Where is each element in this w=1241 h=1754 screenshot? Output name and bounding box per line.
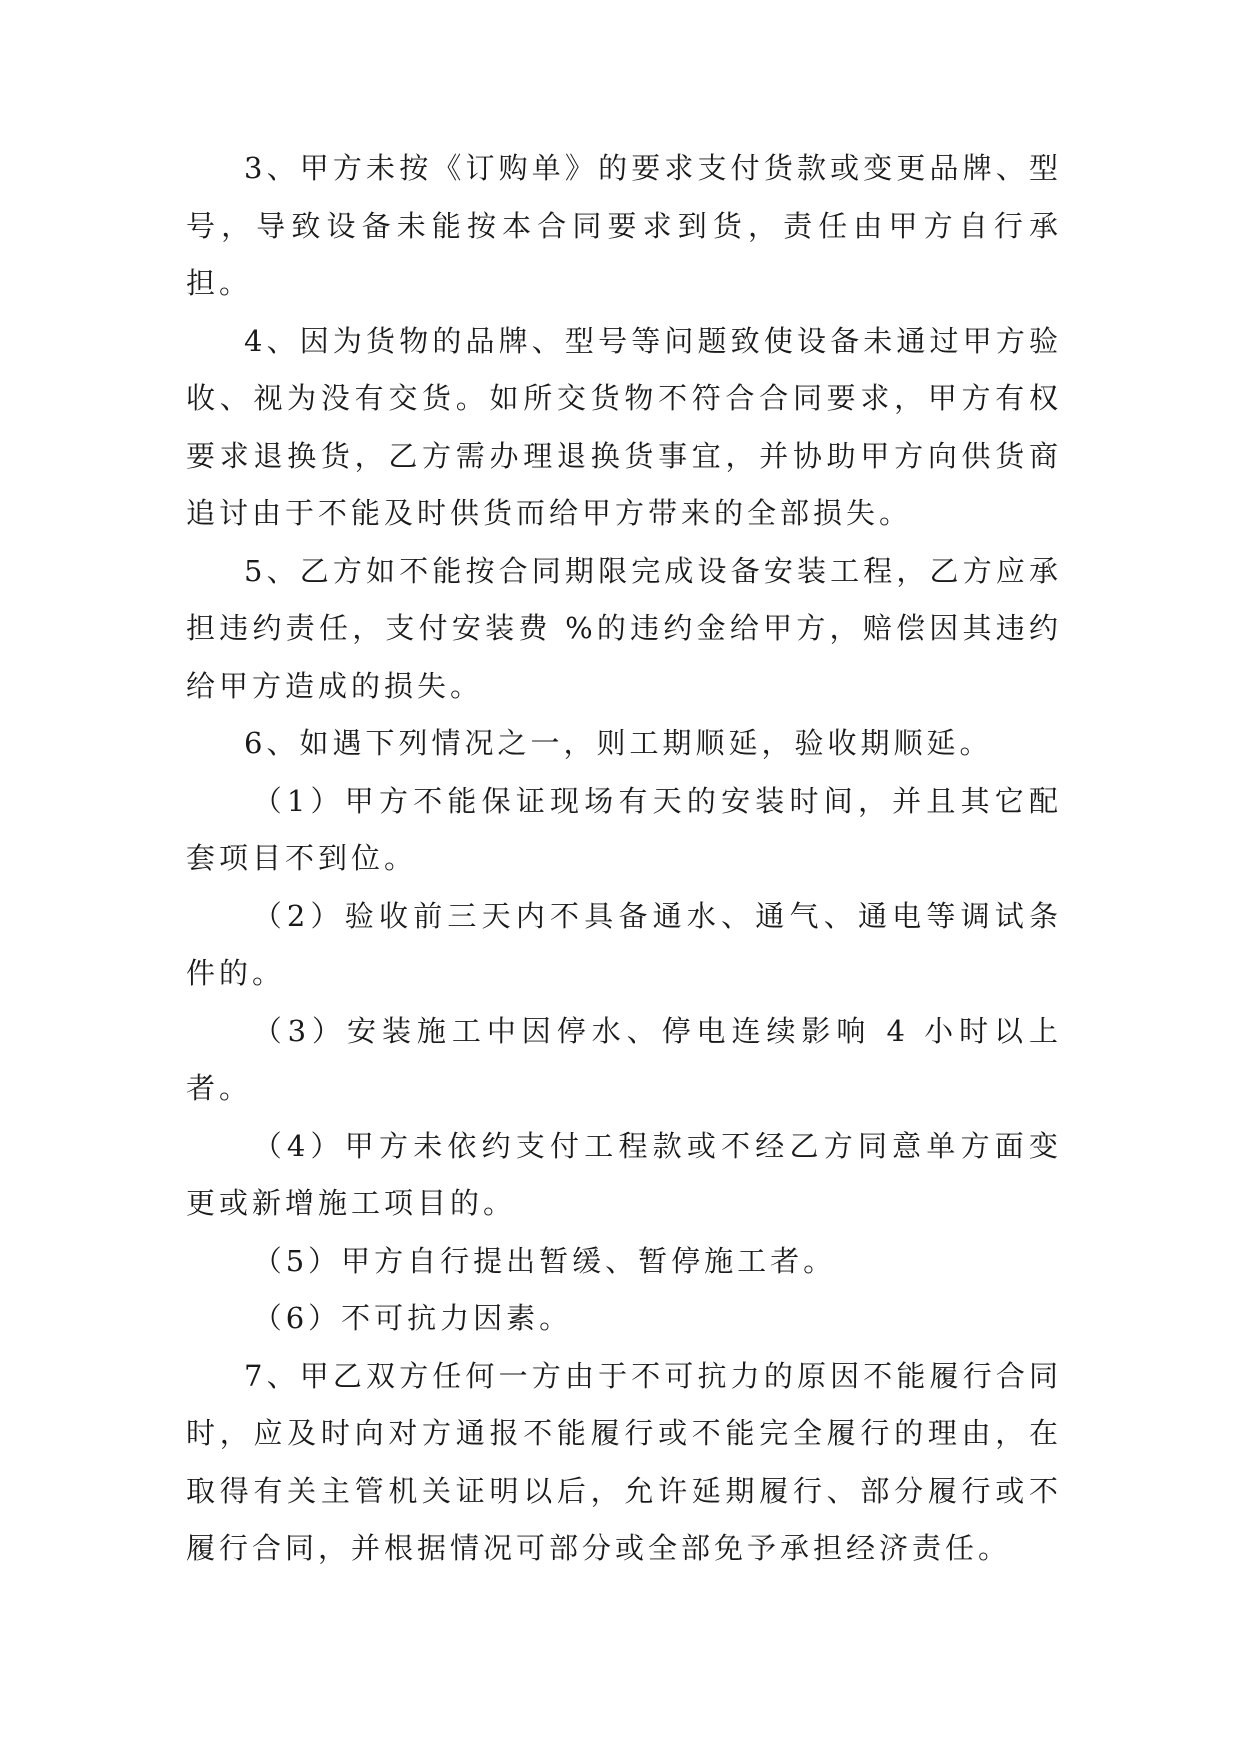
clause-6-item-6: （6）不可抗力因素。 xyxy=(252,1301,573,1335)
clause-6-item-5: （5）甲方自行提出暂缓、暂停施工者。 xyxy=(252,1243,837,1278)
clause-6-item-3: （3）安装施工中因停水、停电连续影响 4 小时以上者。 xyxy=(186,1013,1062,1105)
clause-5: 5、乙方如不能按合同期限完成设备安装工程，乙方应承担违约责任，支付安装费 %的违约金给甲方，赔偿因其违约给甲方造成的损失。 xyxy=(186,553,1062,703)
clause-6: 6、如遇下列情况之一，则工期顺延，验收期顺延。 xyxy=(244,726,993,760)
clause-4: 4、因为货物的品牌、型号等问题致使设备未通过甲方验收、视为没有交货。如所交货物不符合合同要求，甲方有权要求退换货，乙方需办理退换货事宜，并协助甲方向供货商追讨由于不能及时供货而给甲方带来的全部损失。 xyxy=(186,323,1062,530)
clause-7: 7、甲乙双方任何一方由于不可抗力的原因不能履行合同时，应及时向对方通报不能履行或不能完全履行的理由，在取得有关主管机关证明以后，允许延期履行、部分履行或不履行合同，并根据情况可部分或全部免予承担经济责任。 xyxy=(186,1358,1062,1565)
clause-3: 3、甲方未按《订购单》的要求支付货款或变更品牌、型号，导致设备未能按本合同要求到货，责任由甲方自行承担。 xyxy=(186,151,1062,300)
clause-6-item-2: （2）验收前三天内不具备通水、通气、通电等调试条件的。 xyxy=(186,898,1062,990)
document-body xyxy=(186,140,1062,1578)
clause-6-item-4: （4）甲方未依约支付工程款或不经乙方同意单方面变更或新增施工项目的。 xyxy=(186,1128,1062,1220)
clause-6-item-1: （1）甲方不能保证现场有天的安装时间，并且其它配套项目不到位。 xyxy=(186,783,1062,875)
